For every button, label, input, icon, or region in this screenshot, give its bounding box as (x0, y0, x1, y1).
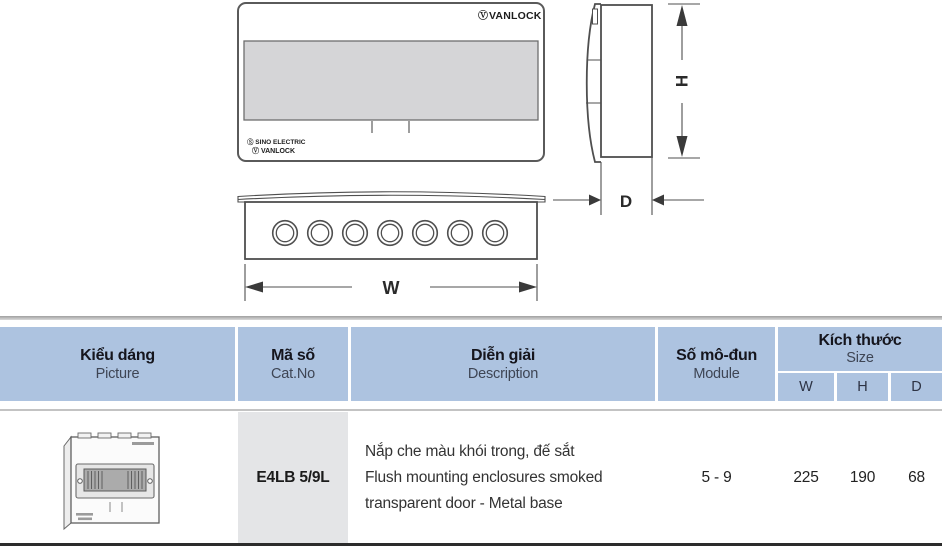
sino-electric-logo: Ⓢ SINO ELECTRIC (247, 139, 306, 146)
bottom-lid-inner-line (238, 195, 545, 199)
header-description-en: Description (467, 365, 539, 382)
height-dim-label: H (672, 74, 692, 88)
module-cell: 5 - 9 (658, 412, 775, 543)
vanlock-logo-icon: Ⓥ (478, 11, 488, 22)
front-view (238, 3, 544, 161)
header-size (778, 327, 942, 371)
arrow-left-icon (245, 282, 263, 293)
header-size-sub-row (778, 373, 942, 401)
arrow-right-icon (589, 195, 601, 206)
thumb-logo-mark (132, 442, 154, 445)
arrow-down-icon (677, 136, 688, 157)
catno-cell (238, 412, 348, 543)
header-size-d: D (891, 373, 942, 401)
description-line-vi: Nắp che màu khói trong, đế sắt (365, 442, 575, 460)
product-image (54, 424, 174, 534)
height-dimension (668, 4, 700, 158)
arrow-right-icon (519, 282, 537, 293)
header-module-en: Module (693, 365, 740, 382)
catno-value: E4LB 5/9L (256, 468, 330, 486)
thumb-footer-logo-1 (76, 513, 93, 516)
size-h-cell: 190 (837, 412, 888, 543)
header-row-divider (0, 409, 942, 411)
description-line-en1: Flush mounting enclosures smoked (365, 468, 603, 486)
table-bottom-border (0, 543, 942, 546)
screw-icon (78, 479, 83, 484)
table-top-divider (0, 316, 942, 320)
arrow-up-icon (677, 5, 688, 26)
side-door-clip (593, 9, 598, 24)
header-catno-vi: Mã số (271, 346, 315, 364)
header-description-vi: Diễn giải (471, 346, 535, 364)
header-catno-en: Cat.No (271, 365, 315, 382)
description-cell (351, 412, 655, 543)
header-size-en: Size (846, 350, 874, 366)
bottom-body-outline (245, 202, 537, 259)
header-picture-vi: Kiểu dáng (80, 346, 155, 364)
header-size-group (778, 327, 942, 401)
header-size-h: H (837, 373, 888, 401)
depth-dimension (553, 157, 704, 215)
vanlock-footer-logo: Ⓥ VANLOCK (252, 148, 296, 155)
product-picture-cell (0, 412, 235, 543)
side-door-curve (587, 4, 601, 162)
vanlock-logo-text: VANLOCK (489, 10, 542, 22)
width-dim-label: W (382, 278, 400, 298)
side-door-lines (586, 60, 601, 103)
size-w-cell: 225 (778, 412, 834, 543)
description-line-en2: transparent door - Metal base (365, 494, 563, 512)
screw-icon (148, 479, 153, 484)
depth-dim-label: D (619, 192, 633, 211)
header-catno (238, 327, 348, 401)
arrow-left-icon (652, 195, 664, 206)
thumb-footer-logo-2 (78, 518, 92, 521)
smoked-window (84, 469, 146, 491)
width-dimension (245, 264, 537, 301)
enclosure-front-panel (244, 41, 538, 120)
header-module (658, 327, 775, 401)
side-view (586, 4, 652, 162)
size-d-cell: 68 (891, 412, 942, 543)
header-size-w: W (778, 373, 834, 401)
header-picture-en: Picture (95, 365, 140, 382)
header-size-vi: Kích thước (818, 332, 902, 349)
header-description (351, 327, 655, 401)
header-module-vi: Số mô-đun (676, 346, 757, 364)
side-body-outline (601, 5, 652, 157)
header-picture (0, 327, 235, 401)
bottom-view (238, 192, 545, 259)
